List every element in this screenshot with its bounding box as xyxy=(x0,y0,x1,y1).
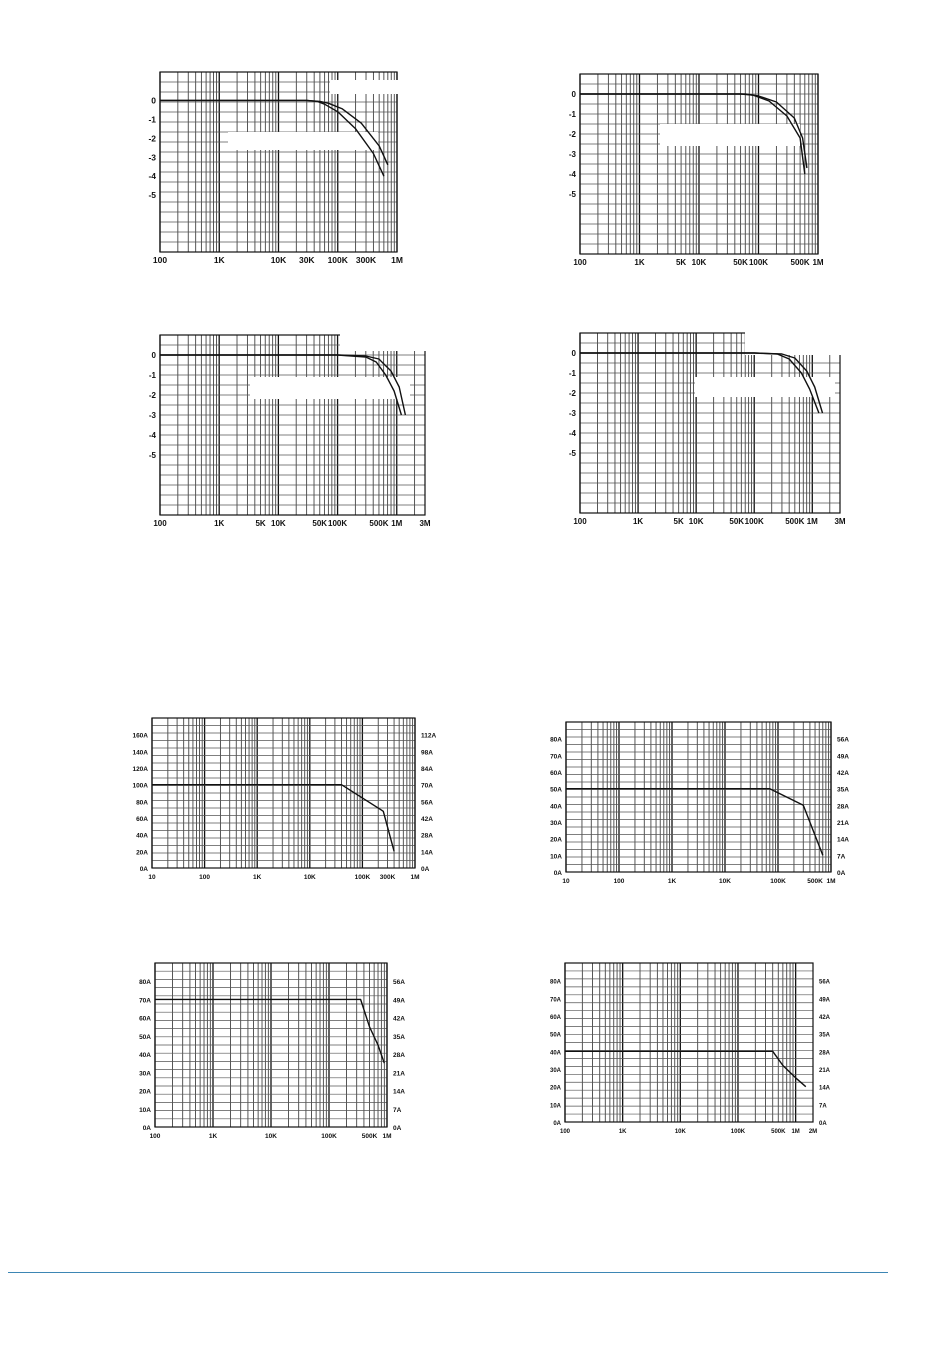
y-tick-label: -4 xyxy=(148,431,156,440)
y2-tick-label: 28A xyxy=(421,832,433,840)
y-tick-label: -2 xyxy=(568,130,576,139)
series-line xyxy=(155,999,384,1063)
y2-tick-label: 49A xyxy=(819,997,831,1004)
y-tick-label: -2 xyxy=(148,133,156,144)
x-tick-label: 100K xyxy=(744,517,764,526)
y2-tick-label: 56A xyxy=(837,736,849,744)
x-tick-label: 1K xyxy=(208,1133,218,1140)
x-tick-label: 10 xyxy=(562,878,570,885)
x-tick-label: 3M xyxy=(419,519,431,528)
y2-tick-label: 42A xyxy=(421,816,433,823)
y-tick-label: -5 xyxy=(568,449,576,458)
y-tick-label: 160A xyxy=(132,732,148,740)
y-tick-label: 30A xyxy=(549,1068,561,1074)
chart-1 xyxy=(150,62,410,272)
y-tick-label: 50A xyxy=(550,786,562,794)
y-tick-label: 140A xyxy=(132,749,148,757)
y2-tick-label: 21A xyxy=(819,1068,831,1074)
x-tick-label: 50K xyxy=(729,517,745,526)
y-tick-label: 0A xyxy=(142,1125,151,1132)
y2-tick-label: 28A xyxy=(393,1052,405,1060)
blank-patch xyxy=(660,124,800,146)
x-tick-label: 100 xyxy=(152,255,168,265)
y2-tick-label: 14A xyxy=(837,836,849,844)
x-tick-label: 300K xyxy=(379,874,396,881)
y2-tick-label: 14A xyxy=(421,849,433,857)
x-tick-label: 500K xyxy=(369,519,389,528)
y-tick-label: 0 xyxy=(151,95,156,106)
x-tick-label: 1K xyxy=(667,878,677,885)
x-tick-label: 1K xyxy=(634,258,645,267)
x-tick-label: 1K xyxy=(618,1129,627,1135)
y2-tick-label: 49A xyxy=(837,753,849,761)
chart-6 xyxy=(548,712,860,887)
x-tick-label: 300K xyxy=(355,255,377,265)
y-tick-label: 80A xyxy=(139,979,151,987)
y-tick-label: 70A xyxy=(549,997,561,1004)
y2-tick-label: 0A xyxy=(393,1125,402,1132)
x-tick-label: 500K xyxy=(785,517,805,526)
x-tick-label: 500K xyxy=(771,1129,786,1135)
blank-patch xyxy=(330,80,400,94)
chart-7 xyxy=(135,955,415,1140)
y2-tick-label: 35A xyxy=(393,1033,405,1041)
blank-patch xyxy=(340,327,435,351)
x-tick-label: 10K xyxy=(691,258,707,267)
x-tick-label: 1M xyxy=(812,258,824,267)
x-tick-label: 500K xyxy=(361,1133,378,1140)
x-tick-label: 1M xyxy=(806,517,818,526)
y-tick-label: -2 xyxy=(148,391,156,400)
y-tick-label: 60A xyxy=(550,770,562,777)
y-tick-label: -5 xyxy=(568,190,576,199)
y-tick-label: 80A xyxy=(550,736,562,744)
chart-3 xyxy=(145,327,435,527)
y2-tick-label: 0A xyxy=(837,870,846,877)
y-tick-label: 80A xyxy=(136,799,148,807)
y-tick-label: 60A xyxy=(136,816,148,823)
y2-tick-label: 70A xyxy=(421,782,433,790)
y-tick-label: 0 xyxy=(571,349,576,358)
y2-tick-label: 84A xyxy=(421,766,433,773)
x-tick-label: 100K xyxy=(730,1129,746,1135)
x-tick-label: 100K xyxy=(328,519,348,528)
y-tick-label: -5 xyxy=(148,190,156,201)
y-tick-label: 30A xyxy=(139,1070,151,1078)
y-tick-label: 60A xyxy=(139,1015,151,1023)
x-tick-label: 100 xyxy=(613,878,625,885)
y-tick-label: -1 xyxy=(568,110,576,119)
y-tick-label: 20A xyxy=(549,1085,561,1092)
chart-5 xyxy=(132,710,440,885)
y-tick-label: 0 xyxy=(571,90,576,99)
y-tick-label: 10A xyxy=(550,853,562,861)
y2-tick-label: 28A xyxy=(837,803,849,811)
y-tick-label: 50A xyxy=(139,1033,151,1041)
y2-tick-label: 112A xyxy=(421,732,437,740)
y2-tick-label: 42A xyxy=(837,770,849,777)
y2-tick-label: 14A xyxy=(393,1088,405,1096)
x-tick-label: 3M xyxy=(834,517,846,526)
x-tick-label: 50K xyxy=(733,258,748,267)
y-tick-label: 100A xyxy=(132,782,148,790)
x-tick-label: 10K xyxy=(265,1133,277,1140)
x-tick-label: 5K xyxy=(675,258,687,267)
x-tick-label: 100 xyxy=(559,1129,571,1135)
y-tick-label: -3 xyxy=(568,150,576,159)
y-tick-label: 50A xyxy=(549,1032,561,1039)
y2-tick-label: 21A xyxy=(393,1070,405,1078)
y-tick-label: -4 xyxy=(568,170,576,179)
y2-tick-label: 7A xyxy=(819,1103,827,1110)
x-tick-label: 100K xyxy=(321,1133,337,1140)
x-tick-label: 10K xyxy=(719,878,731,885)
y-tick-label: -4 xyxy=(148,171,156,182)
y-tick-label: 70A xyxy=(550,753,562,761)
y2-tick-label: 98A xyxy=(421,749,433,757)
y-tick-label: 20A xyxy=(136,849,148,857)
x-tick-label: 2M xyxy=(808,1129,818,1135)
x-tick-label: 500K xyxy=(807,878,823,885)
x-tick-label: 1K xyxy=(253,874,262,881)
y-tick-label: -3 xyxy=(148,411,156,420)
chart-2 xyxy=(560,66,830,274)
x-tick-label: 100K xyxy=(770,878,786,885)
x-tick-label: 1M xyxy=(391,519,403,528)
x-tick-label: 1M xyxy=(791,1129,800,1135)
y-tick-label: -1 xyxy=(148,114,156,125)
y2-tick-label: 56A xyxy=(393,979,405,987)
x-tick-label: 5K xyxy=(255,519,266,528)
x-tick-label: 1K xyxy=(213,255,225,265)
y2-tick-label: 7A xyxy=(837,853,846,861)
y-tick-label: -2 xyxy=(568,389,576,398)
x-tick-label: 1M xyxy=(826,878,836,885)
y2-tick-label: 49A xyxy=(393,997,405,1005)
y2-tick-label: 56A xyxy=(819,979,831,986)
y-tick-label: 80A xyxy=(549,979,561,986)
blank-patch xyxy=(670,66,830,72)
chart-5-plot xyxy=(132,718,436,881)
y-tick-label: 40A xyxy=(136,832,148,840)
y-tick-label: -5 xyxy=(148,451,156,460)
x-tick-label: 10K xyxy=(271,519,286,528)
x-tick-label: 10K xyxy=(303,874,316,881)
x-tick-label: 30K xyxy=(298,255,315,265)
x-tick-label: 1M xyxy=(382,1133,392,1140)
chart-2-plot xyxy=(569,66,830,267)
y-tick-label: 0A xyxy=(553,870,562,877)
x-tick-label: 100K xyxy=(327,255,348,265)
footer-divider xyxy=(8,1272,888,1273)
x-tick-label: 100K xyxy=(354,874,371,881)
y2-tick-label: 21A xyxy=(837,820,849,827)
series-line xyxy=(565,1051,806,1086)
y2-tick-label: 14A xyxy=(819,1085,831,1092)
chart-4-plot xyxy=(569,325,846,526)
chart-6-plot xyxy=(550,722,849,885)
y-tick-label: 40A xyxy=(549,1050,561,1057)
x-tick-label: 1K xyxy=(632,517,644,526)
y2-tick-label: 56A xyxy=(421,799,433,807)
y2-tick-label: 42A xyxy=(393,1015,405,1023)
x-tick-label: 1M xyxy=(391,255,403,265)
y-tick-label: 120A xyxy=(132,766,148,773)
x-tick-label: 100 xyxy=(573,258,587,267)
x-tick-label: 100 xyxy=(149,1133,161,1140)
chart-7-plot xyxy=(139,963,405,1140)
y-tick-label: 40A xyxy=(139,1052,151,1060)
y-tick-label: -3 xyxy=(568,409,576,418)
y-tick-label: 20A xyxy=(550,836,562,844)
y-tick-label: 70A xyxy=(139,997,151,1005)
chart-4 xyxy=(565,325,850,525)
y-tick-label: 0 xyxy=(151,351,156,360)
x-tick-label: 5K xyxy=(673,517,684,526)
x-tick-label: 1M xyxy=(410,874,420,881)
chart-8-plot xyxy=(550,963,831,1135)
x-tick-label: 100 xyxy=(153,519,167,528)
x-tick-label: 10K xyxy=(674,1129,686,1135)
y-tick-label: -1 xyxy=(148,371,156,380)
y-tick-label: -3 xyxy=(148,152,156,163)
x-tick-label: 100 xyxy=(573,517,587,526)
chart-8 xyxy=(545,955,840,1140)
x-tick-label: 10K xyxy=(270,255,287,265)
y-tick-label: 40A xyxy=(550,803,562,811)
blank-patch xyxy=(745,325,845,355)
x-tick-label: 10 xyxy=(148,874,156,881)
series-line xyxy=(566,789,823,856)
chart-3-plot xyxy=(149,327,435,528)
y-tick-label: 0A xyxy=(553,1121,561,1127)
y2-tick-label: 0A xyxy=(421,866,430,873)
y-tick-label: 0A xyxy=(139,866,148,873)
y2-tick-label: 0A xyxy=(819,1121,827,1127)
y-tick-label: -4 xyxy=(568,429,576,438)
x-tick-label: 500K xyxy=(790,258,810,267)
y2-tick-label: 35A xyxy=(837,786,849,794)
y-tick-label: -1 xyxy=(568,369,576,378)
y-tick-label: 60A xyxy=(549,1015,561,1021)
y-tick-label: 10A xyxy=(139,1106,151,1114)
y-tick-label: 20A xyxy=(139,1088,151,1096)
blank-patch xyxy=(250,377,410,399)
y2-tick-label: 28A xyxy=(819,1050,831,1057)
x-tick-label: 100 xyxy=(199,874,211,881)
y2-tick-label: 7A xyxy=(393,1106,402,1114)
x-tick-label: 1K xyxy=(214,519,225,528)
x-tick-label: 10K xyxy=(688,517,704,526)
y-tick-label: 30A xyxy=(550,820,562,827)
y-tick-label: 10A xyxy=(549,1103,561,1110)
x-tick-label: 100K xyxy=(748,258,769,267)
blank-patch xyxy=(228,132,378,150)
y2-tick-label: 35A xyxy=(819,1032,831,1039)
x-tick-label: 50K xyxy=(312,519,328,528)
chart-1-plot xyxy=(148,72,402,265)
y2-tick-label: 42A xyxy=(819,1015,831,1021)
